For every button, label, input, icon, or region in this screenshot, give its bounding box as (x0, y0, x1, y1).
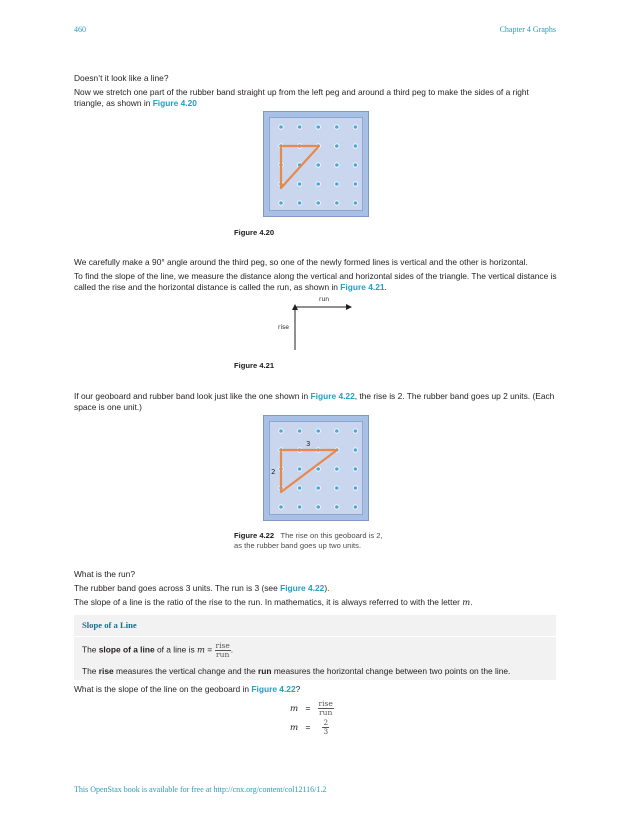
page-number: 460 (74, 25, 86, 34)
figure-4-22-geoboard (263, 415, 369, 521)
figure-4-21-caption (234, 361, 274, 371)
run-arrowhead (346, 304, 352, 310)
peg (353, 201, 357, 205)
peg (353, 448, 357, 452)
figure-4-20-link[interactable]: Figure 4.20 (152, 98, 197, 108)
run-answer (74, 583, 558, 594)
definition-box (74, 615, 556, 680)
definition-line-2 (82, 666, 552, 677)
peg (353, 125, 357, 129)
figure-4-21-diagram (270, 294, 360, 352)
peg (316, 486, 320, 490)
solution-row-2 (290, 719, 329, 736)
peg (279, 125, 283, 129)
peg (297, 201, 301, 205)
figure-4-22-link[interactable]: Figure 4.22 (310, 391, 355, 401)
def-term-slope: slope of a line (98, 644, 155, 655)
definition-line-1 (82, 642, 233, 659)
peg (353, 429, 357, 433)
def-formula-fraction (215, 641, 234, 659)
figure-4-22-caption (234, 531, 383, 550)
peg (316, 182, 320, 186)
run-answer-text: The rubber band goes across 3 units. The run is 3 (see (74, 583, 281, 593)
sol2-den: 3 (323, 727, 329, 736)
geoboard-svg (270, 118, 362, 210)
def-term-rise: rise (98, 666, 114, 676)
figure-4-20-geoboard (263, 111, 369, 217)
slope-letter: m (462, 597, 471, 607)
sol1-var: m (290, 703, 299, 714)
peg-grid (279, 125, 358, 205)
peg (316, 125, 320, 129)
figure-4-20-caption (234, 228, 274, 238)
rubber-band-triangle-2 (281, 450, 337, 492)
peg (335, 201, 339, 205)
peg (335, 144, 339, 148)
def-fraction-den: run (216, 650, 230, 659)
def-line2-mid: measures the vertical change and the (113, 666, 258, 676)
figure-4-21-link[interactable]: Figure 4.21 (340, 282, 385, 292)
rise-run-svg (270, 294, 360, 352)
figure-4-22-label: Figure 4.22 (234, 531, 275, 540)
peg (353, 163, 357, 167)
slope-def-text: The slope of a line is the ratio of the rise to the run. In mathematics, it is always referred to with the letter (74, 597, 463, 607)
peg (335, 486, 339, 490)
peg (297, 429, 301, 433)
peg (297, 486, 301, 490)
peg (335, 429, 339, 433)
angle-paragraph: We carefully make a 90° angle around the third peg, so one of the newly formed lines is vertical and the other is horizontal. (74, 257, 528, 267)
def-line1-post: of a line is (154, 644, 197, 655)
peg (279, 429, 283, 433)
peg (335, 163, 339, 167)
peg (335, 505, 339, 509)
run-question: What is the run? (74, 569, 135, 579)
sol2-eq: = (305, 721, 311, 732)
def-formula-end: . (230, 644, 234, 655)
run-count-label: 3 (306, 440, 311, 448)
peg (297, 505, 301, 509)
slope-measure-end: . (384, 282, 387, 292)
peg (353, 144, 357, 148)
peg-grid-2 (279, 429, 358, 509)
def-formula-var: m (197, 644, 205, 655)
geoboard-text-2: , the rise is 2. The rubber band goes up 2 units. (Each space is one unit.) (74, 391, 555, 412)
chapter-title: Chapter 4 Graphs (499, 25, 556, 34)
peg (297, 125, 301, 129)
sol1-eq: = (305, 702, 311, 713)
figure-4-22-link-2[interactable]: Figure 4.22 (280, 583, 325, 593)
slope-question-end: ? (295, 684, 301, 694)
def-line1-pre: The (82, 644, 99, 655)
def-formula-eq: = (207, 644, 213, 655)
figure-4-22-caption-line1: The rise on this geoboard is 2, (280, 531, 383, 540)
peg (353, 486, 357, 490)
geoboard-paragraph (74, 391, 558, 413)
stretch-text: Now we stretch one part of the rubber band straight up from the left peg and around a third peg to make the sides of a right triangle, as shown in (74, 87, 529, 108)
def-fraction-num: rise (215, 641, 230, 650)
def-term-run: run (258, 666, 272, 676)
peg (353, 505, 357, 509)
peg (316, 467, 320, 471)
peg (316, 201, 320, 205)
sol1-den: run (319, 708, 333, 717)
slope-question-text: What is the slope of the line on the geoboard in (74, 684, 252, 694)
peg (279, 505, 283, 509)
slope-definition-paragraph (74, 597, 558, 608)
solution-row-1 (290, 700, 334, 717)
sol1-fraction (318, 700, 334, 717)
slope-measure-paragraph (74, 271, 558, 293)
peg (335, 182, 339, 186)
rise-label: rise (278, 324, 289, 331)
run-answer-end: ). (324, 583, 330, 593)
sol2-var: m (290, 722, 299, 733)
sol2-num: 2 (323, 718, 329, 727)
run-label: run (319, 296, 330, 303)
peg (335, 125, 339, 129)
peg (353, 182, 357, 186)
slope-def-end: . (470, 597, 473, 607)
peg (353, 467, 357, 471)
footer-credit: This OpenStax book is available for free at http://cnx.org/content/col12116/1.2 (74, 785, 327, 794)
figure-4-20-label: Figure 4.20 (234, 228, 275, 237)
geoboard-svg-2 (270, 422, 362, 514)
sol2-fraction (322, 719, 329, 736)
stretch-paragraph (74, 87, 558, 109)
rise-count-label: 2 (271, 468, 276, 476)
peg (316, 429, 320, 433)
def-line2-post: measures the horizontal change between two points on the line. (271, 666, 511, 676)
geoboard-text-1: If our geoboard and rubber band look just like the one shown in (74, 391, 311, 401)
peg (316, 505, 320, 509)
figure-4-22-link-3[interactable]: Figure 4.22 (251, 684, 296, 694)
geoboard-board (269, 117, 363, 211)
slope-question (74, 684, 558, 695)
peg (279, 201, 283, 205)
figure-4-21-label: Figure 4.21 (234, 361, 275, 370)
slope-measure-text: To find the slope of the line, we measure the distance along the vertical and horizontal sides of the triangle. The vertical distance is called the rise and the horizontal distance is called the run, as shown in (74, 271, 557, 292)
peg (335, 467, 339, 471)
def-line2-pre: The (82, 666, 99, 676)
geoboard-board-2 (269, 421, 363, 515)
figure-4-22-caption-line2: as the rubber band goes up two units. (234, 540, 362, 550)
peg (297, 182, 301, 186)
definition-divider (74, 636, 556, 637)
peg (316, 163, 320, 167)
peg (297, 467, 301, 471)
sol1-num: rise (318, 699, 333, 708)
definition-title: Slope of a Line (82, 620, 137, 630)
intro-question: Doesn’t it look like a line? (74, 73, 169, 83)
